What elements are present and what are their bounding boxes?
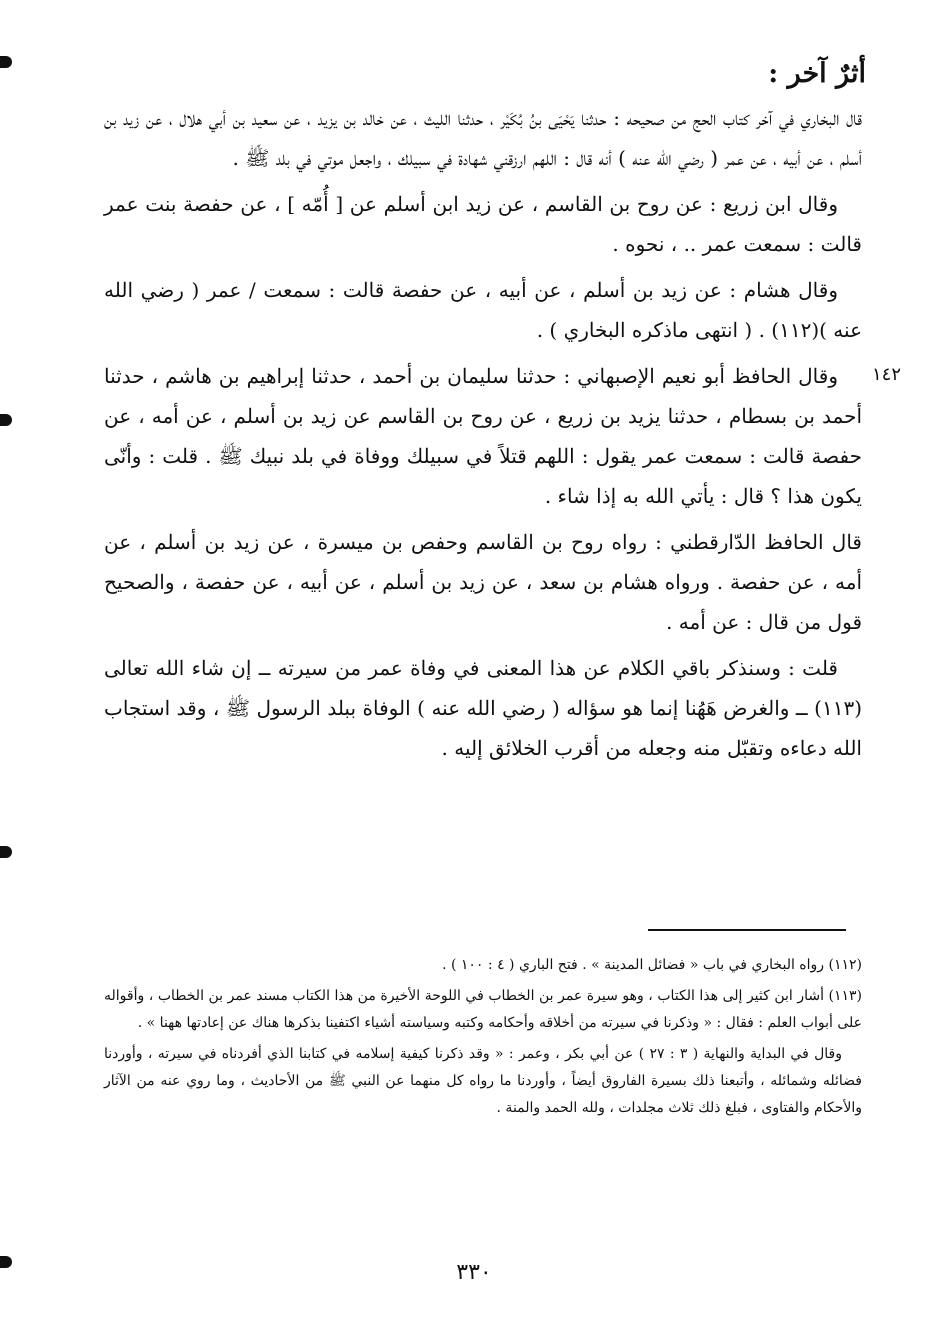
- paragraph-hisham: وقال هشام : عن زيد بن أسلم ، عن أبيه ، عن حفصة قالت : سمعت / عمر ( رضي الله عنه )(١١٢) . ( انتهى ماذكره البخاري ) .: [104, 278, 862, 342]
- scan-binding-mark: [0, 414, 12, 426]
- section-heading: أثرٌ آخر :: [768, 58, 866, 89]
- footnote-112: (١١٢) رواه البخاري في باب « فضائل المدينة » . فتح الباري ( ٤ : ١٠٠ ) .: [442, 957, 862, 973]
- footnote-divider: [648, 929, 846, 931]
- footnote-113: (١١٣) أشار ابن كثير إلى هذا الكتاب ، وهو سيرة عمر بن الخطاب في اللوحة الأخيرة من هذا الكتاب مسند عمر بن الخطاب ، وأقواله على أبواب العلم : فقال : « وذكرنا في سيرته من أخلاقه وأحكامه وكتبه وسياسته أشياء اكتفينا بذكرها هناك عن إعادتها ههنا » .: [104, 988, 862, 1031]
- scan-binding-mark: [0, 56, 12, 68]
- manuscript-folio-ref: ١٤٢: [872, 364, 902, 385]
- footnotes: [104, 952, 862, 1126]
- main-text: [104, 98, 862, 774]
- paragraph-daraqutni: قال الحافظ الدّارقطني : رواه روح بن القاسم وحفص بن ميسرة ، عن زيد بن أسلم ، عن أمه ، عن حفصة . ورواه هشام بن سعد ، عن زيد بن أسلم ، عن أبيه ، عن حفصة ، والصحيح قول من قال : عن أمه .: [104, 530, 862, 634]
- scan-binding-mark: [0, 1256, 12, 1268]
- footnote-113-continued: وقال في البداية والنهاية ( ٣ : ٢٧ ) عن أبي بكر ، وعمر : « وقد ذكرنا كيفية إسلامه في كتابنا الذي أفردناه في سيرته ، وأوردنا فضائله وشمائله ، وأتبعنا ذلك بسيرة الفاروق أيضاً ، وأوردنا ما رواه كل منهما عن النبي ﷺ من الأحاديث ، وما روي عنه من الآثار والأحكام والفتاوى ، فبلغ ذلك ثلاث مجلدات ، ولله الحمد والمنة .: [104, 1046, 862, 1116]
- page-number: ٣٣٠: [456, 1260, 492, 1285]
- scan-binding-mark: [0, 846, 12, 858]
- paragraph-abu-nuaym: وقال الحافظ أبو نعيم الإصبهاني : حدثنا سليمان بن أحمد ، حدثنا إبراهيم بن هاشم ، حدثنا أحمد بن بسطام ، حدثنا يزيد بن زريع ، عن روح بن القاسم عن زيد بن أسلم ، عن أمه ، عن حفصة قالت : سمعت عمر يقول : اللهم قتلاً في سبيلك ووفاة في بلد نبيك ﷺ . قلت : وأنّى يكون هذا ؟ قال : يأتي الله به إذا شاء .: [104, 364, 862, 508]
- paragraph-bukhari: قال البخاري في آخر كتاب الحج من صحيحه : حدثنا يَحْيَى بنُ بُكَيْر ، حدثنا الليث ، عن خالد بن يزيد ، عن سعيد بن أبي هلال ، عن زيد بن أسلم ، عن أبيه ، عن عمر ( رضي الله عنه ) أنه قال : اللهم ارزقني شهادة في سبيلك ، واجعل موتي في بلد ﷺ .: [104, 106, 862, 170]
- paragraph-ibn-zurai: وقال ابن زريع : عن روح بن القاسم ، عن زيد ابن أسلم عن [ أُمّه ] ، عن حفصة بنت عمر قالت : سمعت عمر .. ، نحوه .: [104, 192, 862, 256]
- paragraph-author-note: قلت : وسنذكر باقي الكلام عن هذا المعنى في وفاة عمر من سيرته ــ إن شاء الله تعالى (١١٣) ــ والغرض هَهُنا إنما هو سؤاله ( رضي الله عنه ) الوفاة ببلد الرسول ﷺ ، وقد استجاب الله دعاءه وتقبّل منه وجعله من أقرب الخلائق إليه .: [104, 656, 862, 760]
